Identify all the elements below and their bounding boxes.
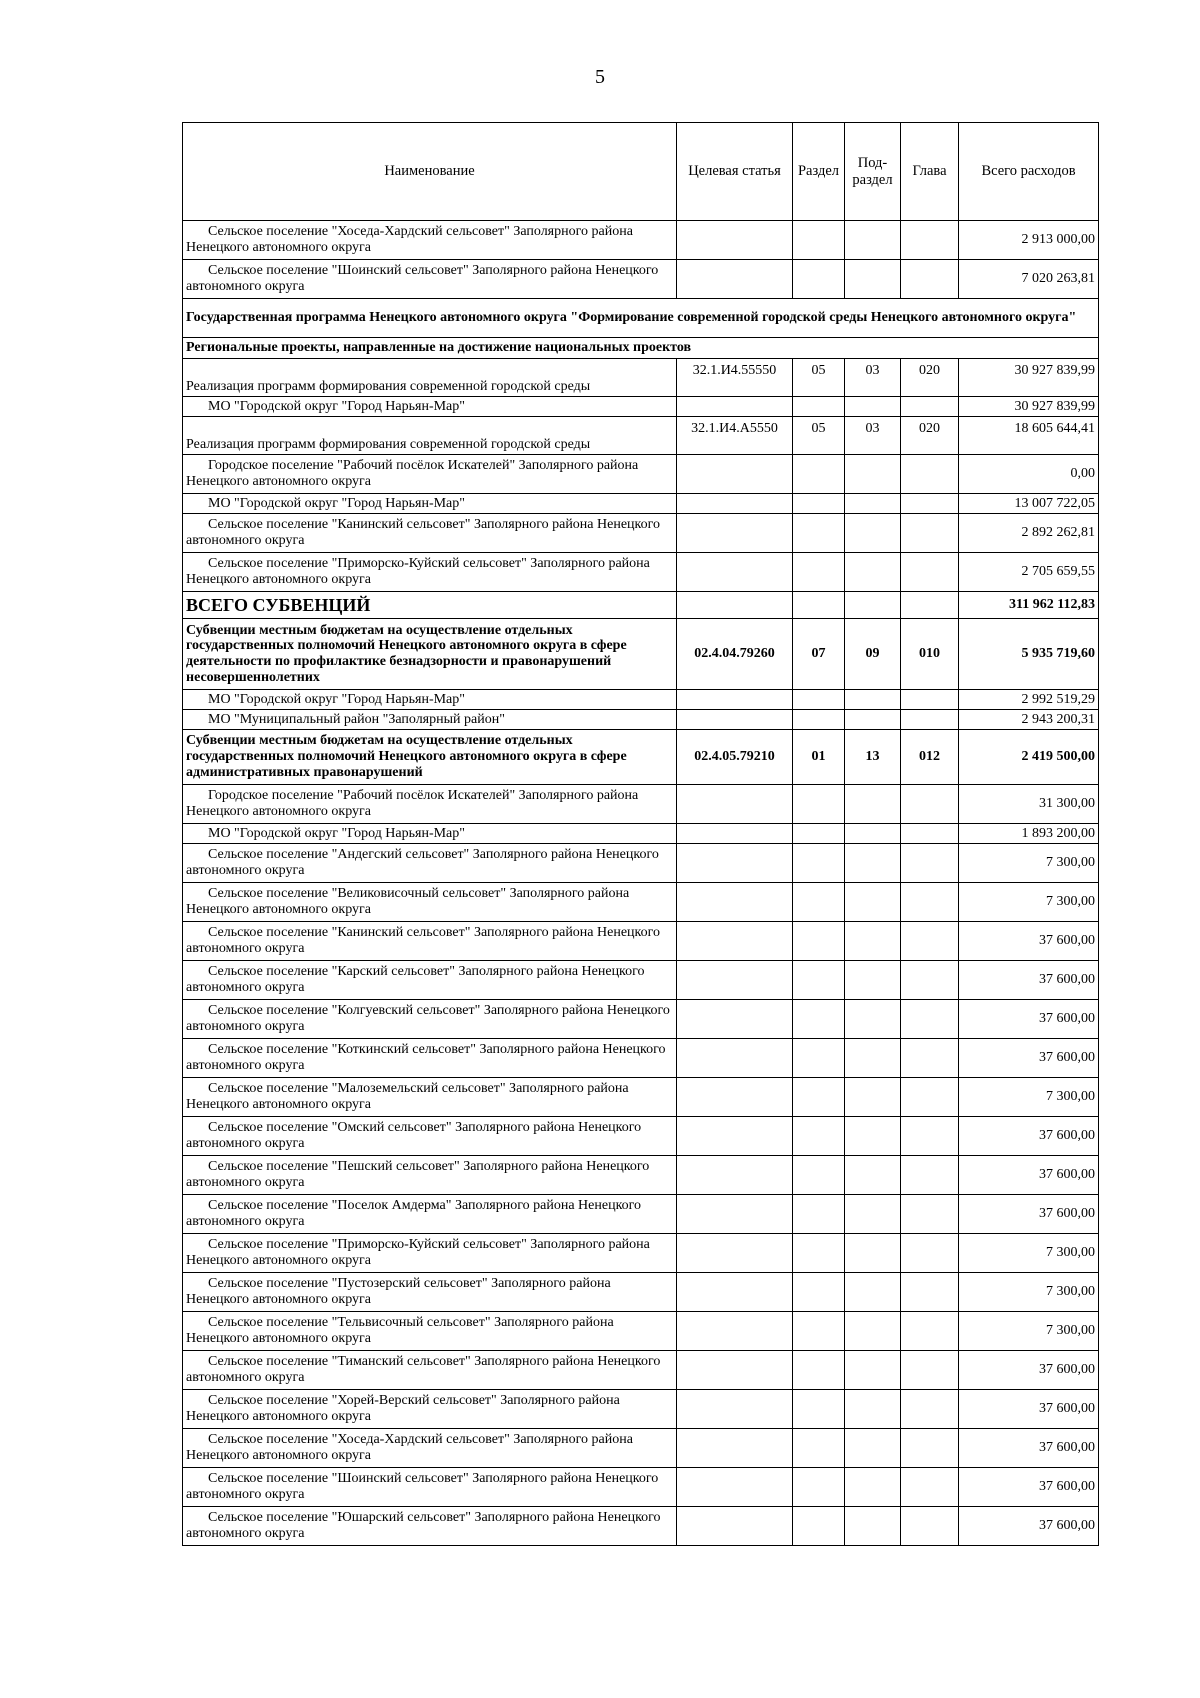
- cell-name: Сельское поселение "Хоседа-Хардский сельсовет" Заполярного района Ненецкого автономного округа: [183, 1429, 677, 1468]
- section-title: Региональные проекты, направленные на достижение национальных проектов: [183, 338, 1099, 359]
- cell-subsection: [845, 592, 901, 619]
- cell-section: 01: [793, 730, 845, 785]
- cell-subsection: 03: [845, 359, 901, 397]
- table-row: [183, 1039, 1099, 1078]
- cell-name: Городское поселение "Рабочий посёлок Искателей" Заполярного района Ненецкого автономного округа: [183, 785, 677, 824]
- cell-section: [793, 514, 845, 553]
- cell-target: [677, 1039, 793, 1078]
- cell-amount: 7 020 263,81: [959, 260, 1099, 299]
- cell-name: ВСЕГО СУБВЕНЦИЙ: [183, 592, 677, 619]
- cell-chapter: [901, 824, 959, 844]
- table-row: [183, 1390, 1099, 1429]
- table-row: [183, 961, 1099, 1000]
- cell-section: [793, 1429, 845, 1468]
- table-row: [183, 455, 1099, 494]
- cell-target: [677, 1273, 793, 1312]
- cell-amount: 37 600,00: [959, 1468, 1099, 1507]
- table-row: [183, 299, 1099, 338]
- cell-target: 02.4.05.79210: [677, 730, 793, 785]
- cell-chapter: [901, 1156, 959, 1195]
- cell-name: МО "Муниципальный район "Заполярный район": [183, 710, 677, 730]
- cell-chapter: [901, 1390, 959, 1429]
- cell-section: [793, 1351, 845, 1390]
- table-row: [183, 260, 1099, 299]
- cell-subsection: [845, 1000, 901, 1039]
- cell-amount: 311 962 112,83: [959, 592, 1099, 619]
- cell-chapter: [901, 1039, 959, 1078]
- header-chapter: Глава: [901, 123, 959, 221]
- cell-amount: 2 913 000,00: [959, 221, 1099, 260]
- cell-amount: 31 300,00: [959, 785, 1099, 824]
- cell-name: Городское поселение "Рабочий посёлок Искателей" Заполярного района Ненецкого автономного округа: [183, 455, 677, 494]
- cell-amount: 37 600,00: [959, 1117, 1099, 1156]
- cell-amount: 13 007 722,05: [959, 494, 1099, 514]
- cell-section: [793, 922, 845, 961]
- cell-target: [677, 1156, 793, 1195]
- cell-amount: 2 892 262,81: [959, 514, 1099, 553]
- cell-amount: 37 600,00: [959, 1351, 1099, 1390]
- table-row: [183, 785, 1099, 824]
- cell-section: 05: [793, 417, 845, 455]
- cell-subsection: [845, 824, 901, 844]
- cell-target: [677, 1351, 793, 1390]
- cell-chapter: [901, 1429, 959, 1468]
- cell-chapter: [901, 1000, 959, 1039]
- cell-name: Субвенции местным бюджетам на осуществление отдельных государственных полномочий Ненецкого автономного округа в сфере административных правонарушений: [183, 730, 677, 785]
- page-number: 5: [595, 66, 605, 88]
- cell-target: [677, 1312, 793, 1351]
- cell-name: Сельское поселение "Хорей-Верский сельсовет" Заполярного района Ненецкого автономного округа: [183, 1390, 677, 1429]
- table-row: [183, 514, 1099, 553]
- cell-section: [793, 494, 845, 514]
- cell-section: [793, 824, 845, 844]
- cell-target: [677, 1117, 793, 1156]
- table-row: [183, 922, 1099, 961]
- cell-name: Сельское поселение "Шоинский сельсовет" Заполярного района Ненецкого автономного округа: [183, 1468, 677, 1507]
- cell-section: [793, 455, 845, 494]
- cell-amount: 18 605 644,41: [959, 417, 1099, 455]
- cell-amount: 0,00: [959, 455, 1099, 494]
- table-row: [183, 359, 1099, 397]
- cell-target: [677, 922, 793, 961]
- cell-target: [677, 1429, 793, 1468]
- cell-chapter: [901, 494, 959, 514]
- cell-target: [677, 961, 793, 1000]
- cell-chapter: 010: [901, 619, 959, 690]
- table-row: [183, 1000, 1099, 1039]
- cell-amount: 37 600,00: [959, 1000, 1099, 1039]
- cell-section: [793, 592, 845, 619]
- cell-amount: 7 300,00: [959, 844, 1099, 883]
- cell-chapter: [901, 397, 959, 417]
- cell-subsection: [845, 1468, 901, 1507]
- cell-amount: 2 419 500,00: [959, 730, 1099, 785]
- cell-target: [677, 710, 793, 730]
- cell-chapter: [901, 710, 959, 730]
- cell-name: Сельское поселение "Омский сельсовет" Заполярного района Ненецкого автономного округа: [183, 1117, 677, 1156]
- cell-target: [677, 397, 793, 417]
- cell-section: [793, 1156, 845, 1195]
- cell-amount: 37 600,00: [959, 1507, 1099, 1546]
- cell-target: [677, 1390, 793, 1429]
- cell-target: 02.4.04.79260: [677, 619, 793, 690]
- cell-name: МО "Городской округ "Город Нарьян-Мар": [183, 824, 677, 844]
- cell-target: [677, 514, 793, 553]
- table-row: [183, 592, 1099, 619]
- table-row: [183, 1195, 1099, 1234]
- cell-section: [793, 1507, 845, 1546]
- cell-chapter: [901, 1234, 959, 1273]
- section-title: Государственная программа Ненецкого автономного округа "Формирование современной городской среды Ненецкого автономного округа": [183, 299, 1099, 338]
- cell-section: [793, 221, 845, 260]
- cell-name: Реализация программ формирования современной городской среды: [183, 417, 677, 455]
- cell-subsection: [845, 1234, 901, 1273]
- cell-subsection: [845, 785, 901, 824]
- cell-name: МО "Городской округ "Город Нарьян-Мар": [183, 690, 677, 710]
- cell-subsection: [845, 221, 901, 260]
- cell-section: [793, 1468, 845, 1507]
- cell-amount: 7 300,00: [959, 883, 1099, 922]
- cell-amount: 2 943 200,31: [959, 710, 1099, 730]
- cell-name: Сельское поселение "Коткинский сельсовет" Заполярного района Ненецкого автономного округа: [183, 1039, 677, 1078]
- cell-target: [677, 785, 793, 824]
- cell-subsection: [845, 1429, 901, 1468]
- cell-target: [677, 1195, 793, 1234]
- cell-name: Сельское поселение "Хоседа-Хардский сельсовет" Заполярного района Ненецкого автономного округа: [183, 221, 677, 260]
- table-row: [183, 710, 1099, 730]
- header-total: Всего расходов: [959, 123, 1099, 221]
- table-row: [183, 1429, 1099, 1468]
- table-row: [183, 1273, 1099, 1312]
- cell-amount: 37 600,00: [959, 1390, 1099, 1429]
- cell-name: МО "Городской округ "Город Нарьян-Мар": [183, 494, 677, 514]
- cell-section: [793, 710, 845, 730]
- header-name: Наименование: [183, 123, 677, 221]
- table-row: [183, 730, 1099, 785]
- cell-amount: 5 935 719,60: [959, 619, 1099, 690]
- table-body: [183, 221, 1099, 1546]
- cell-name: Реализация программ формирования современной городской среды: [183, 359, 677, 397]
- table-row: [183, 824, 1099, 844]
- cell-target: [677, 221, 793, 260]
- cell-section: [793, 1273, 845, 1312]
- cell-subsection: [845, 710, 901, 730]
- cell-chapter: 020: [901, 359, 959, 397]
- cell-amount: 37 600,00: [959, 922, 1099, 961]
- cell-amount: 37 600,00: [959, 1429, 1099, 1468]
- cell-subsection: [845, 1273, 901, 1312]
- table-row: [183, 619, 1099, 690]
- cell-name: Сельское поселение "Канинский сельсовет" Заполярного района Ненецкого автономного округа: [183, 514, 677, 553]
- cell-chapter: [901, 785, 959, 824]
- cell-subsection: [845, 1117, 901, 1156]
- cell-name: Сельское поселение "Великовисочный сельсовет" Заполярного района Ненецкого автономного округа: [183, 883, 677, 922]
- cell-chapter: 012: [901, 730, 959, 785]
- table-row: [183, 1468, 1099, 1507]
- table-row: [183, 844, 1099, 883]
- cell-amount: 37 600,00: [959, 1195, 1099, 1234]
- cell-name: Сельское поселение "Тельвисочный сельсовет" Заполярного района Ненецкого автономного округа: [183, 1312, 677, 1351]
- cell-section: [793, 1234, 845, 1273]
- cell-amount: 2 992 519,29: [959, 690, 1099, 710]
- cell-section: 05: [793, 359, 845, 397]
- cell-name: Сельское поселение "Приморско-Куйский сельсовет" Заполярного района Ненецкого автономного округа: [183, 1234, 677, 1273]
- cell-chapter: [901, 844, 959, 883]
- cell-target: [677, 844, 793, 883]
- cell-chapter: [901, 1312, 959, 1351]
- cell-chapter: [901, 260, 959, 299]
- cell-section: [793, 1078, 845, 1117]
- cell-name: Сельское поселение "Шоинский сельсовет" Заполярного района Ненецкого автономного округа: [183, 260, 677, 299]
- cell-name: Сельское поселение "Канинский сельсовет" Заполярного района Ненецкого автономного округа: [183, 922, 677, 961]
- cell-subsection: 09: [845, 619, 901, 690]
- cell-target: [677, 455, 793, 494]
- cell-chapter: [901, 221, 959, 260]
- cell-subsection: [845, 1078, 901, 1117]
- cell-section: [793, 1117, 845, 1156]
- cell-chapter: [901, 1273, 959, 1312]
- cell-chapter: [901, 1078, 959, 1117]
- table-row: [183, 690, 1099, 710]
- cell-name: Сельское поселение "Малоземельский сельсовет" Заполярного района Ненецкого автономного округа: [183, 1078, 677, 1117]
- cell-subsection: [845, 690, 901, 710]
- table-row: [183, 1117, 1099, 1156]
- cell-section: [793, 1000, 845, 1039]
- cell-chapter: [901, 1195, 959, 1234]
- cell-section: [793, 883, 845, 922]
- header-target: Целевая статья: [677, 123, 793, 221]
- cell-subsection: [845, 455, 901, 494]
- cell-section: [793, 961, 845, 1000]
- cell-target: [677, 260, 793, 299]
- cell-section: [793, 844, 845, 883]
- cell-subsection: [845, 961, 901, 1000]
- table-row: [183, 1078, 1099, 1117]
- cell-chapter: [901, 883, 959, 922]
- cell-amount: 37 600,00: [959, 961, 1099, 1000]
- cell-section: [793, 260, 845, 299]
- cell-subsection: [845, 1507, 901, 1546]
- cell-section: [793, 1390, 845, 1429]
- cell-subsection: [845, 1312, 901, 1351]
- cell-target: [677, 690, 793, 710]
- cell-chapter: [901, 922, 959, 961]
- cell-amount: 2 705 659,55: [959, 553, 1099, 592]
- cell-name: Сельское поселение "Приморско-Куйский сельсовет" Заполярного района Ненецкого автономного округа: [183, 553, 677, 592]
- table-row: [183, 1312, 1099, 1351]
- cell-name: Сельское поселение "Юшарский сельсовет" Заполярного района Ненецкого автономного округа: [183, 1507, 677, 1546]
- header-subsection: Под- раздел: [845, 123, 901, 221]
- cell-section: [793, 785, 845, 824]
- cell-amount: 7 300,00: [959, 1234, 1099, 1273]
- cell-target: [677, 1507, 793, 1546]
- cell-name: Сельское поселение "Колгуевский сельсовет" Заполярного района Ненецкого автономного округа: [183, 1000, 677, 1039]
- cell-name: Сельское поселение "Пешский сельсовет" Заполярного района Ненецкого автономного округа: [183, 1156, 677, 1195]
- cell-target: 32.1.И4.А5550: [677, 417, 793, 455]
- cell-name: Сельское поселение "Тиманский сельсовет" Заполярного района Ненецкого автономного округа: [183, 1351, 677, 1390]
- cell-subsection: [845, 922, 901, 961]
- cell-amount: 37 600,00: [959, 1156, 1099, 1195]
- cell-subsection: [845, 553, 901, 592]
- cell-target: [677, 1468, 793, 1507]
- table-row: [183, 221, 1099, 260]
- cell-name: Сельское поселение "Андегский сельсовет" Заполярного района Ненецкого автономного округа: [183, 844, 677, 883]
- cell-subsection: [845, 1195, 901, 1234]
- cell-subsection: [845, 260, 901, 299]
- cell-chapter: [901, 455, 959, 494]
- table-row: [183, 1351, 1099, 1390]
- cell-chapter: [901, 1507, 959, 1546]
- cell-subsection: [845, 1039, 901, 1078]
- cell-subsection: [845, 514, 901, 553]
- cell-amount: 37 600,00: [959, 1039, 1099, 1078]
- cell-chapter: [901, 961, 959, 1000]
- table-row: [183, 397, 1099, 417]
- table-row: [183, 417, 1099, 455]
- table-row: [183, 338, 1099, 359]
- cell-section: [793, 1312, 845, 1351]
- cell-target: [677, 592, 793, 619]
- cell-subsection: 13: [845, 730, 901, 785]
- cell-name: Сельское поселение "Поселок Амдерма" Заполярного района Ненецкого автономного округа: [183, 1195, 677, 1234]
- cell-subsection: [845, 844, 901, 883]
- cell-amount: 7 300,00: [959, 1273, 1099, 1312]
- cell-target: [677, 494, 793, 514]
- cell-subsection: [845, 397, 901, 417]
- cell-section: [793, 1039, 845, 1078]
- cell-target: [677, 553, 793, 592]
- table-row: [183, 553, 1099, 592]
- cell-amount: 7 300,00: [959, 1078, 1099, 1117]
- cell-chapter: [901, 592, 959, 619]
- table-row: [183, 883, 1099, 922]
- header-section: Раздел: [793, 123, 845, 221]
- table-row: [183, 494, 1099, 514]
- cell-target: [677, 824, 793, 844]
- cell-chapter: [901, 690, 959, 710]
- cell-target: [677, 1078, 793, 1117]
- cell-chapter: [901, 1468, 959, 1507]
- cell-subsection: [845, 494, 901, 514]
- cell-subsection: [845, 1390, 901, 1429]
- cell-amount: 30 927 839,99: [959, 397, 1099, 417]
- cell-section: [793, 690, 845, 710]
- table-header-row: [183, 123, 1099, 221]
- cell-chapter: 020: [901, 417, 959, 455]
- cell-name: Субвенции местным бюджетам на осуществление отдельных государственных полномочий Ненецкого автономного округа в сфере деятельности по профилактике безнадзорности и правонарушений несовершеннолетних: [183, 619, 677, 690]
- cell-amount: 1 893 200,00: [959, 824, 1099, 844]
- cell-name: Сельское поселение "Карский сельсовет" Заполярного района Ненецкого автономного округа: [183, 961, 677, 1000]
- cell-subsection: [845, 1156, 901, 1195]
- cell-name: Сельское поселение "Пустозерский сельсовет" Заполярного района Ненецкого автономного округа: [183, 1273, 677, 1312]
- cell-target: [677, 1000, 793, 1039]
- cell-chapter: [901, 514, 959, 553]
- cell-target: [677, 883, 793, 922]
- cell-amount: 30 927 839,99: [959, 359, 1099, 397]
- cell-chapter: [901, 1351, 959, 1390]
- table-row: [183, 1156, 1099, 1195]
- cell-chapter: [901, 553, 959, 592]
- cell-target: [677, 1234, 793, 1273]
- cell-subsection: 03: [845, 417, 901, 455]
- cell-subsection: [845, 1351, 901, 1390]
- cell-section: [793, 397, 845, 417]
- cell-target: 32.1.И4.55550: [677, 359, 793, 397]
- cell-amount: 7 300,00: [959, 1312, 1099, 1351]
- cell-section: [793, 1195, 845, 1234]
- table-row: [183, 1507, 1099, 1546]
- cell-chapter: [901, 1117, 959, 1156]
- expenditure-table: [182, 122, 1099, 1546]
- table-row: [183, 1234, 1099, 1273]
- cell-section: 07: [793, 619, 845, 690]
- cell-section: [793, 553, 845, 592]
- cell-subsection: [845, 883, 901, 922]
- cell-name: МО "Городской округ "Город Нарьян-Мар": [183, 397, 677, 417]
